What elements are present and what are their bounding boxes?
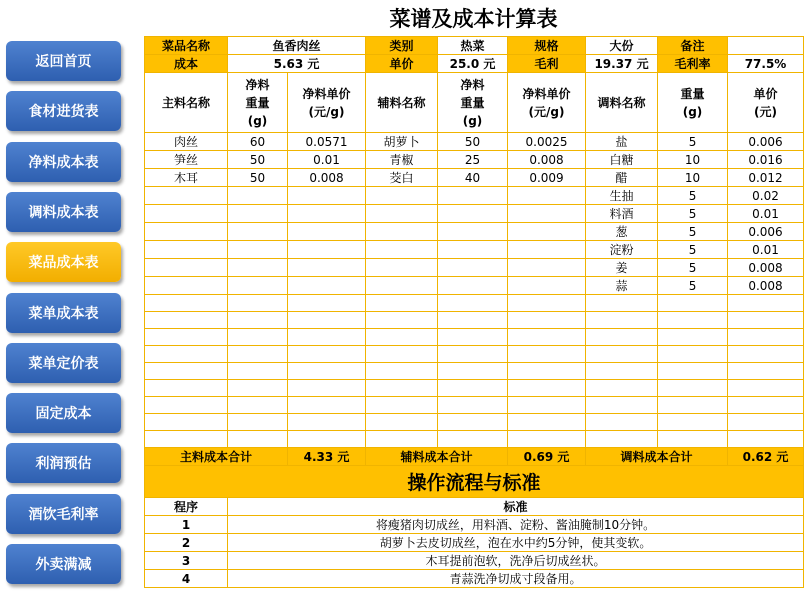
process-step-row [145, 516, 804, 534]
aux-ingredient-name-cell[interactable] [366, 329, 438, 346]
ingredient-row [145, 205, 804, 223]
nav-button-11[interactable]: 外卖满减 [6, 544, 121, 584]
aux-ingredient-name-cell[interactable]: 茭白 [366, 169, 438, 187]
note-label: 备注 [658, 37, 728, 55]
nav-button-3[interactable]: 净料成本表 [6, 142, 121, 182]
aux-ingredient-name-cell[interactable] [366, 187, 438, 205]
nav-button-6[interactable]: 菜单成本表 [6, 293, 121, 333]
seasoning-weight-cell[interactable] [658, 380, 728, 397]
price-value[interactable]: 25.0 元 [438, 55, 508, 73]
dish-name-label: 菜品名称 [145, 37, 228, 55]
main-ingredient-unit-price-cell[interactable] [288, 380, 366, 397]
aux-ingredient-weight-cell[interactable] [438, 363, 508, 380]
aux-ingredient-unit-price-cell[interactable]: 0.0025 [508, 133, 586, 151]
aux-ingredient-unit-price-cell[interactable] [508, 414, 586, 431]
header-aux-weight: 净料 重量 (g) [438, 73, 508, 133]
main-ingredient-name-cell[interactable] [145, 205, 228, 223]
seasoning-unit-price-cell[interactable] [728, 329, 804, 346]
ingredient-row [145, 312, 804, 329]
seasoning-weight-cell[interactable] [658, 414, 728, 431]
seasoning-unit-price-cell[interactable] [728, 346, 804, 363]
main-ingredient-unit-price-cell[interactable] [288, 223, 366, 241]
main-ingredient-name-cell[interactable]: 木耳 [145, 169, 228, 187]
main-ingredient-weight-cell[interactable] [228, 397, 288, 414]
main-ingredient-unit-price-cell[interactable] [288, 259, 366, 277]
seasoning-weight-cell[interactable] [658, 346, 728, 363]
main-ingredient-weight-cell[interactable] [228, 312, 288, 329]
main-ingredient-name-cell[interactable] [145, 380, 228, 397]
main-ingredient-name-cell[interactable] [145, 259, 228, 277]
aux-total-label: 辅料成本合计 [366, 448, 508, 466]
seasoning-unit-price-cell[interactable] [728, 363, 804, 380]
seasoning-name-cell[interactable] [586, 346, 658, 363]
price-label: 单价 [366, 55, 438, 73]
nav-button-4[interactable]: 调料成本表 [6, 192, 121, 232]
main-ingredient-weight-cell[interactable] [228, 223, 288, 241]
main-ingredient-name-cell[interactable] [145, 223, 228, 241]
ingredient-row [145, 241, 804, 259]
seasoning-weight-cell[interactable] [658, 431, 728, 448]
seasoning-unit-price-cell[interactable]: 0.008 [728, 259, 804, 277]
seasoning-unit-price-cell[interactable] [728, 380, 804, 397]
seasoning-weight-cell[interactable]: 5 [658, 205, 728, 223]
seasoning-name-cell[interactable]: 醋 [586, 169, 658, 187]
aux-ingredient-name-cell[interactable] [366, 363, 438, 380]
seasoning-total-label: 调料成本合计 [586, 448, 728, 466]
aux-ingredient-unit-price-cell[interactable]: 0.009 [508, 169, 586, 187]
main-ingredient-unit-price-cell[interactable]: 0.0571 [288, 133, 366, 151]
header-seasoning-unit: 单价 (元) [728, 73, 804, 133]
spec-label: 规格 [508, 37, 586, 55]
process-header-seq: 程序 [145, 498, 228, 516]
aux-ingredient-weight-cell[interactable] [438, 223, 508, 241]
seasoning-unit-price-cell[interactable] [728, 312, 804, 329]
main-ingredient-weight-cell[interactable] [228, 205, 288, 223]
seasoning-total-value: 0.62 元 [728, 448, 804, 466]
gross-profit-label: 毛利 [508, 55, 586, 73]
seasoning-name-cell[interactable]: 盐 [586, 133, 658, 151]
seasoning-unit-price-cell[interactable] [728, 295, 804, 312]
seasoning-unit-price-cell[interactable]: 0.01 [728, 205, 804, 223]
nav-button-1[interactable]: 返回首页 [6, 41, 121, 81]
header-main-unit: 净料单价 (元/g) [288, 73, 366, 133]
aux-ingredient-unit-price-cell[interactable] [508, 295, 586, 312]
nav-button-10[interactable]: 酒饮毛利率 [6, 494, 121, 534]
aux-ingredient-weight-cell[interactable] [438, 414, 508, 431]
main-total-value: 4.33 元 [288, 448, 366, 466]
aux-ingredient-weight-cell[interactable] [438, 397, 508, 414]
header-aux-name: 辅料名称 [366, 73, 438, 133]
margin-value: 77.5% [728, 55, 804, 73]
main-ingredient-name-cell[interactable] [145, 277, 228, 295]
ingredient-row [145, 397, 804, 414]
aux-ingredient-weight-cell[interactable] [438, 380, 508, 397]
seasoning-unit-price-cell[interactable]: 0.01 [728, 241, 804, 259]
seasoning-weight-cell[interactable] [658, 363, 728, 380]
main-ingredient-name-cell[interactable] [145, 397, 228, 414]
main-ingredient-weight-cell[interactable] [228, 259, 288, 277]
aux-ingredient-name-cell[interactable] [366, 277, 438, 295]
process-step-row [145, 552, 804, 570]
seasoning-weight-cell[interactable] [658, 329, 728, 346]
aux-ingredient-name-cell[interactable] [366, 223, 438, 241]
aux-ingredient-weight-cell[interactable] [438, 329, 508, 346]
nav-button-7[interactable]: 菜单定价表 [6, 343, 121, 383]
aux-ingredient-weight-cell[interactable] [438, 259, 508, 277]
category-value[interactable]: 热菜 [438, 37, 508, 55]
aux-ingredient-name-cell[interactable] [366, 380, 438, 397]
seasoning-unit-price-cell[interactable]: 0.012 [728, 169, 804, 187]
process-step-row [145, 534, 804, 552]
main-ingredient-unit-price-cell[interactable] [288, 205, 366, 223]
process-step-number: 3 [145, 552, 228, 570]
aux-ingredient-unit-price-cell[interactable] [508, 380, 586, 397]
main-ingredient-name-cell[interactable] [145, 295, 228, 312]
main-ingredient-weight-cell[interactable]: 50 [228, 169, 288, 187]
aux-ingredient-unit-price-cell[interactable] [508, 363, 586, 380]
process-step-number: 4 [145, 570, 228, 588]
nav-button-2[interactable]: 食材进货表 [6, 91, 121, 131]
header-main-name: 主料名称 [145, 73, 228, 133]
seasoning-name-cell[interactable]: 白糖 [586, 151, 658, 169]
main-ingredient-name-cell[interactable] [145, 414, 228, 431]
seasoning-name-cell[interactable]: 料酒 [586, 205, 658, 223]
process-step-number: 2 [145, 534, 228, 552]
seasoning-name-cell[interactable]: 生抽 [586, 187, 658, 205]
main-ingredient-name-cell[interactable]: 笋丝 [145, 151, 228, 169]
process-step-text[interactable]: 将瘦猪肉切成丝，用料酒、淀粉、酱油腌制10分钟。 [228, 516, 804, 534]
seasoning-name-cell[interactable]: 姜 [586, 259, 658, 277]
aux-ingredient-weight-cell[interactable] [438, 346, 508, 363]
seasoning-name-cell[interactable]: 淀粉 [586, 241, 658, 259]
process-step-text[interactable]: 胡萝卜去皮切成丝，泡在水中约5分钟，使其变软。 [228, 534, 804, 552]
aux-ingredient-unit-price-cell[interactable] [508, 431, 586, 448]
seasoning-weight-cell[interactable]: 5 [658, 259, 728, 277]
aux-ingredient-weight-cell[interactable] [438, 205, 508, 223]
aux-ingredient-unit-price-cell[interactable]: 0.008 [508, 151, 586, 169]
main-ingredient-name-cell[interactable] [145, 241, 228, 259]
seasoning-name-cell[interactable] [586, 312, 658, 329]
seasoning-weight-cell[interactable]: 10 [658, 169, 728, 187]
main-ingredient-weight-cell[interactable] [228, 431, 288, 448]
ingredient-row [145, 414, 804, 431]
seasoning-name-cell[interactable] [586, 329, 658, 346]
seasoning-name-cell[interactable] [586, 414, 658, 431]
ingredient-row [145, 431, 804, 448]
aux-ingredient-name-cell[interactable] [366, 241, 438, 259]
process-step-number: 1 [145, 516, 228, 534]
main-ingredient-unit-price-cell[interactable] [288, 329, 366, 346]
seasoning-weight-cell[interactable]: 10 [658, 151, 728, 169]
process-section-title: 操作流程与标准 [145, 466, 804, 498]
nav-button-9[interactable]: 利润预估 [6, 443, 121, 483]
main-total-label: 主料成本合计 [145, 448, 288, 466]
process-step-text[interactable]: 青蒜洗净切成寸段备用。 [228, 570, 804, 588]
aux-total-value: 0.69 元 [508, 448, 586, 466]
aux-ingredient-unit-price-cell[interactable] [508, 329, 586, 346]
seasoning-weight-cell[interactable] [658, 397, 728, 414]
category-label: 类别 [366, 37, 438, 55]
main-ingredient-weight-cell[interactable] [228, 187, 288, 205]
main-ingredient-unit-price-cell[interactable] [288, 397, 366, 414]
ingredient-row [145, 259, 804, 277]
aux-ingredient-name-cell[interactable] [366, 346, 438, 363]
seasoning-unit-price-cell[interactable] [728, 397, 804, 414]
aux-ingredient-name-cell[interactable]: 青椒 [366, 151, 438, 169]
ingredient-row [145, 277, 804, 295]
main-ingredient-weight-cell[interactable]: 50 [228, 151, 288, 169]
ingredient-row [145, 187, 804, 205]
process-step-text[interactable]: 木耳提前泡软，洗净后切成丝状。 [228, 552, 804, 570]
seasoning-unit-price-cell[interactable] [728, 414, 804, 431]
main-ingredient-name-cell[interactable] [145, 363, 228, 380]
aux-ingredient-weight-cell[interactable] [438, 431, 508, 448]
cost-label: 成本 [145, 55, 228, 73]
main-ingredient-weight-cell[interactable] [228, 329, 288, 346]
cost-value: 5.63 元 [228, 55, 366, 73]
seasoning-weight-cell[interactable]: 5 [658, 277, 728, 295]
ingredient-row [145, 295, 804, 312]
process-step-row [145, 570, 804, 588]
gross-profit-value: 19.37 元 [586, 55, 658, 73]
main-ingredient-name-cell[interactable] [145, 329, 228, 346]
aux-ingredient-name-cell[interactable] [366, 205, 438, 223]
main-ingredient-weight-cell[interactable] [228, 414, 288, 431]
main-ingredient-unit-price-cell[interactable] [288, 295, 366, 312]
header-seasoning-weight: 重量 (g) [658, 73, 728, 133]
seasoning-name-cell[interactable] [586, 295, 658, 312]
aux-ingredient-weight-cell[interactable] [438, 241, 508, 259]
main-ingredient-weight-cell[interactable] [228, 241, 288, 259]
main-ingredient-weight-cell[interactable] [228, 380, 288, 397]
aux-ingredient-name-cell[interactable] [366, 259, 438, 277]
aux-ingredient-weight-cell[interactable]: 40 [438, 169, 508, 187]
main-ingredient-unit-price-cell[interactable] [288, 346, 366, 363]
seasoning-name-cell[interactable] [586, 397, 658, 414]
aux-ingredient-unit-price-cell[interactable] [508, 187, 586, 205]
ingredient-row [145, 346, 804, 363]
ingredient-row [145, 169, 804, 187]
main-ingredient-unit-price-cell[interactable] [288, 277, 366, 295]
aux-ingredient-weight-cell[interactable]: 25 [438, 151, 508, 169]
main-ingredient-name-cell[interactable]: 肉丝 [145, 133, 228, 151]
aux-ingredient-name-cell[interactable] [366, 414, 438, 431]
recipe-cost-table [144, 36, 804, 588]
aux-ingredient-unit-price-cell[interactable] [508, 312, 586, 329]
ingredient-row [145, 133, 804, 151]
main-ingredient-name-cell[interactable] [145, 312, 228, 329]
seasoning-name-cell[interactable]: 葱 [586, 223, 658, 241]
header-main-weight: 净料 重量 (g) [228, 73, 288, 133]
note-value[interactable] [728, 37, 804, 55]
seasoning-unit-price-cell[interactable]: 0.006 [728, 133, 804, 151]
sidebar-nav [0, 0, 135, 603]
main-ingredient-unit-price-cell[interactable]: 0.01 [288, 151, 366, 169]
spec-value[interactable]: 大份 [586, 37, 658, 55]
seasoning-unit-price-cell[interactable]: 0.008 [728, 277, 804, 295]
aux-ingredient-name-cell[interactable]: 胡萝卜 [366, 133, 438, 151]
aux-ingredient-unit-price-cell[interactable] [508, 205, 586, 223]
main-ingredient-unit-price-cell[interactable]: 0.008 [288, 169, 366, 187]
aux-ingredient-unit-price-cell[interactable] [508, 346, 586, 363]
nav-button-5[interactable]: 菜品成本表 [6, 242, 121, 282]
ingredient-row [145, 363, 804, 380]
aux-ingredient-name-cell[interactable] [366, 295, 438, 312]
seasoning-unit-price-cell[interactable] [728, 431, 804, 448]
seasoning-weight-cell[interactable]: 5 [658, 187, 728, 205]
ingredient-row [145, 151, 804, 169]
aux-ingredient-weight-cell[interactable] [438, 312, 508, 329]
main-ingredient-unit-price-cell[interactable] [288, 431, 366, 448]
seasoning-weight-cell[interactable]: 5 [658, 133, 728, 151]
seasoning-name-cell[interactable] [586, 431, 658, 448]
seasoning-unit-price-cell[interactable]: 0.016 [728, 151, 804, 169]
aux-ingredient-weight-cell[interactable]: 50 [438, 133, 508, 151]
aux-ingredient-unit-price-cell[interactable] [508, 397, 586, 414]
seasoning-name-cell[interactable] [586, 363, 658, 380]
nav-button-8[interactable]: 固定成本 [6, 393, 121, 433]
main-ingredient-weight-cell[interactable] [228, 295, 288, 312]
main-ingredient-name-cell[interactable] [145, 187, 228, 205]
main-ingredient-unit-price-cell[interactable] [288, 312, 366, 329]
header-seasoning-name: 调料名称 [586, 73, 658, 133]
main-ingredient-weight-cell[interactable] [228, 363, 288, 380]
main-ingredient-unit-price-cell[interactable] [288, 187, 366, 205]
main-ingredient-weight-cell[interactable] [228, 277, 288, 295]
ingredient-row [145, 329, 804, 346]
main-ingredient-weight-cell[interactable]: 60 [228, 133, 288, 151]
aux-ingredient-weight-cell[interactable] [438, 277, 508, 295]
main-ingredient-weight-cell[interactable] [228, 346, 288, 363]
aux-ingredient-weight-cell[interactable] [438, 295, 508, 312]
seasoning-unit-price-cell[interactable]: 0.006 [728, 223, 804, 241]
margin-label: 毛利率 [658, 55, 728, 73]
dish-name-value[interactable]: 鱼香肉丝 [228, 37, 366, 55]
seasoning-unit-price-cell[interactable]: 0.02 [728, 187, 804, 205]
aux-ingredient-weight-cell[interactable] [438, 187, 508, 205]
main-ingredient-name-cell[interactable] [145, 431, 228, 448]
ingredient-row [145, 380, 804, 397]
main-ingredient-unit-price-cell[interactable] [288, 414, 366, 431]
aux-ingredient-name-cell[interactable] [366, 312, 438, 329]
seasoning-weight-cell[interactable] [658, 312, 728, 329]
aux-ingredient-unit-price-cell[interactable] [508, 259, 586, 277]
aux-ingredient-unit-price-cell[interactable] [508, 223, 586, 241]
ingredient-row [145, 223, 804, 241]
seasoning-name-cell[interactable]: 蒜 [586, 277, 658, 295]
page-title: 菜谱及成本计算表 [389, 7, 558, 31]
header-aux-unit: 净料单价 (元/g) [508, 73, 586, 133]
seasoning-weight-cell[interactable]: 5 [658, 223, 728, 241]
main-ingredient-name-cell[interactable] [145, 346, 228, 363]
aux-ingredient-name-cell[interactable] [366, 397, 438, 414]
process-header-standard: 标准 [228, 498, 804, 516]
seasoning-weight-cell[interactable] [658, 295, 728, 312]
main-ingredient-unit-price-cell[interactable] [288, 241, 366, 259]
aux-ingredient-unit-price-cell[interactable] [508, 277, 586, 295]
seasoning-name-cell[interactable] [586, 380, 658, 397]
aux-ingredient-name-cell[interactable] [366, 431, 438, 448]
aux-ingredient-unit-price-cell[interactable] [508, 241, 586, 259]
main-ingredient-unit-price-cell[interactable] [288, 363, 366, 380]
seasoning-weight-cell[interactable]: 5 [658, 241, 728, 259]
